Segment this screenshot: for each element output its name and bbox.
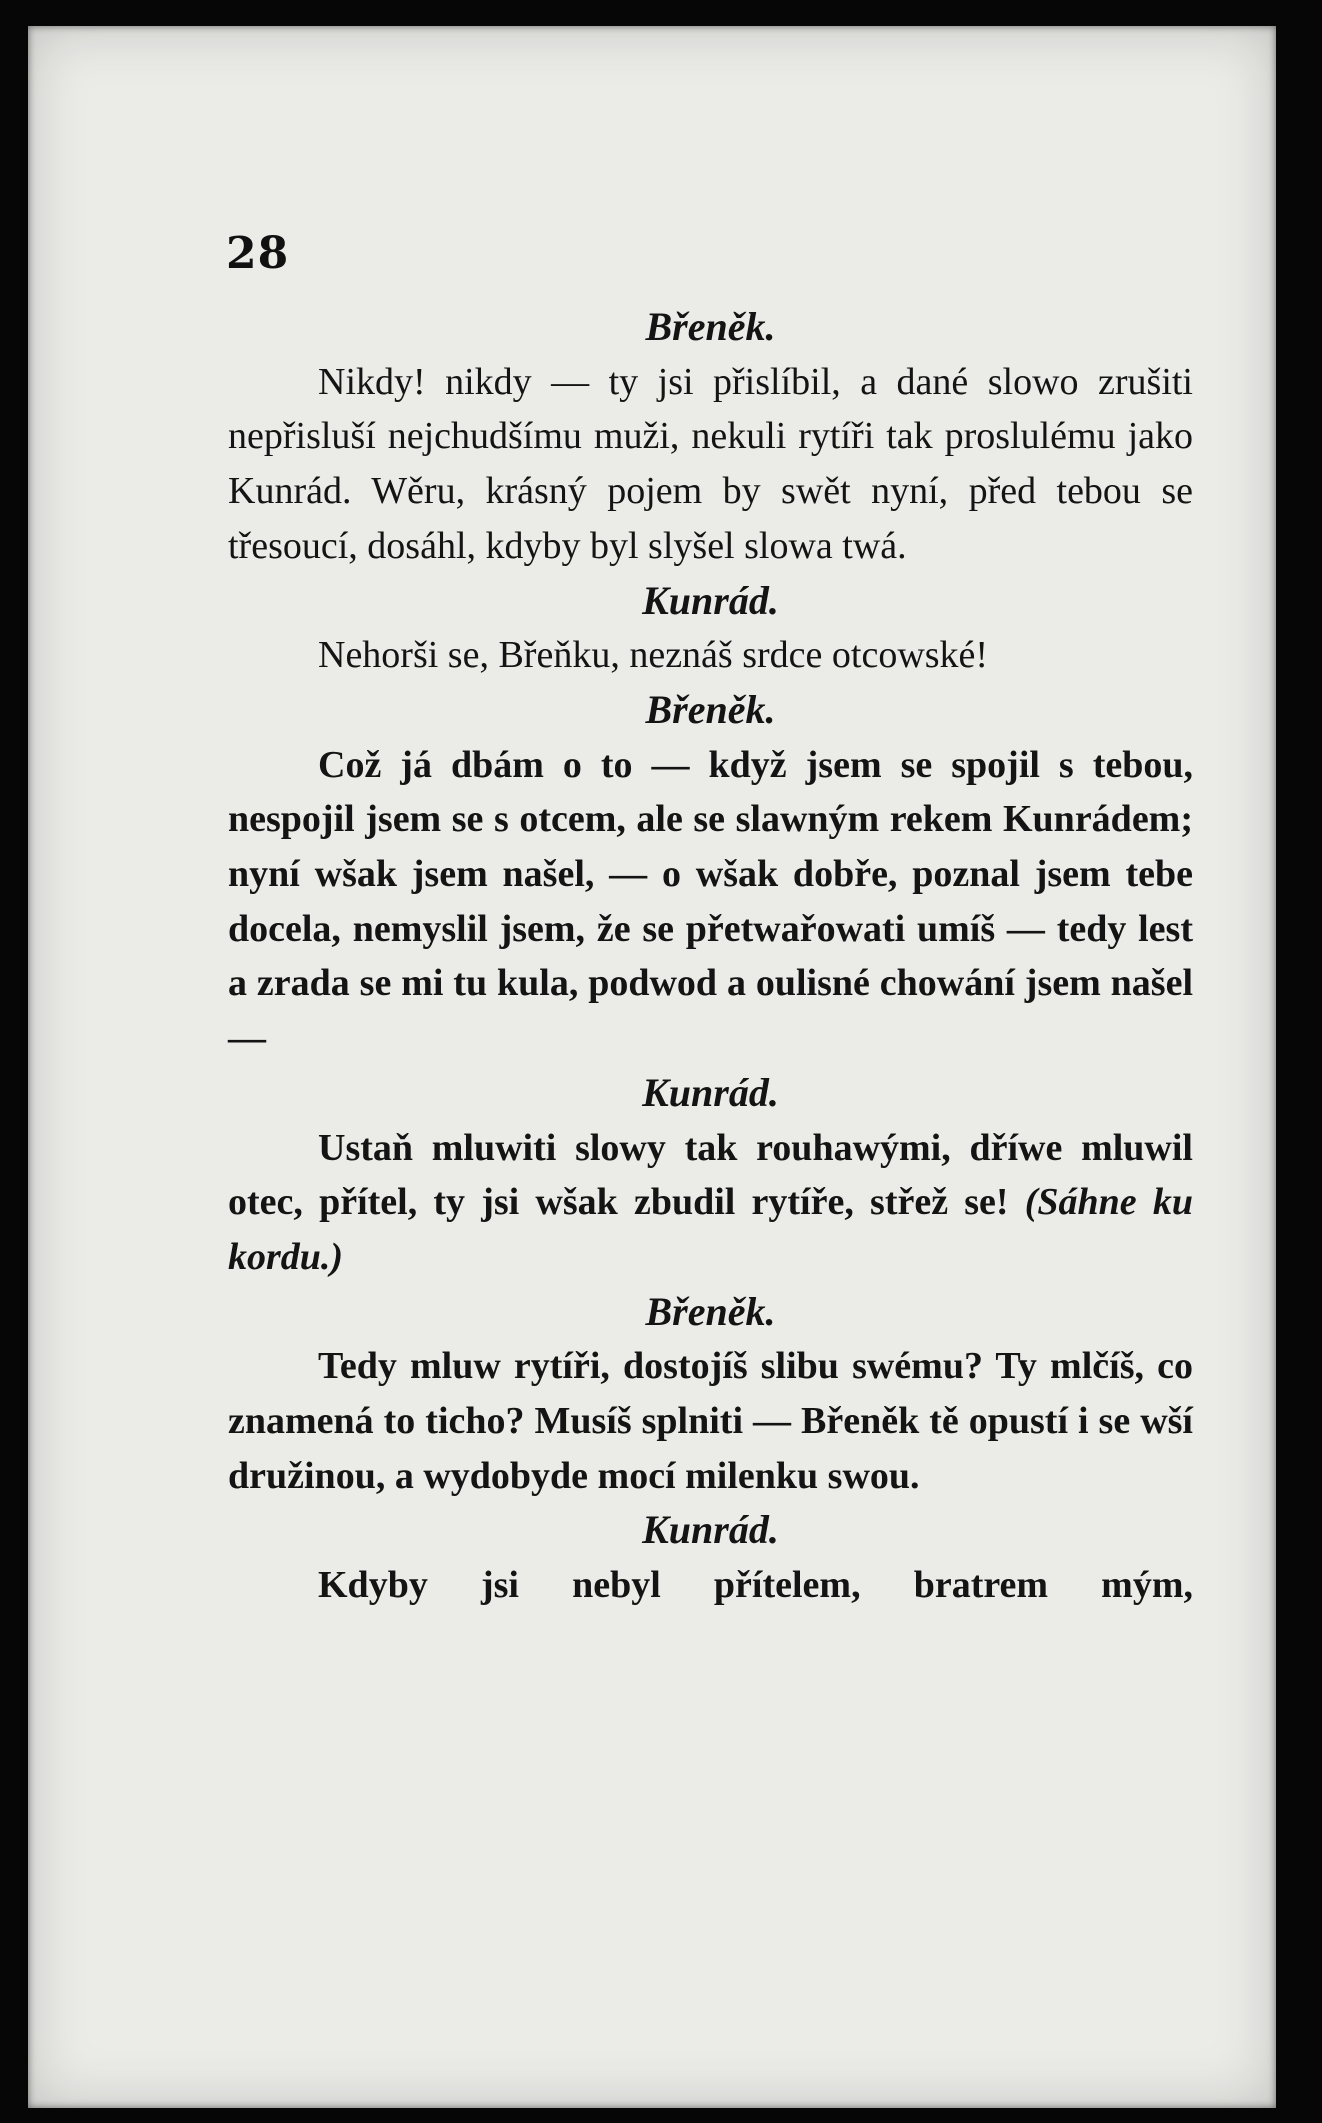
- page-body: [228, 300, 1193, 1613]
- page-number: 28: [226, 228, 290, 279]
- speaker-name: Břeněk.: [645, 686, 776, 732]
- speaker-name: Kunrád.: [642, 577, 779, 623]
- speech-paragraph: Tedy mluw rytíři, dostojíš slibu swému? Ty mlčíš, co znamená to ticho? Musíš splniti — Břeněk tě opustí i se wší družinou, a wydobyde mocí milenku swou.: [228, 1345, 1193, 1497]
- speaker-name: Kunrád.: [642, 1069, 779, 1115]
- speech-paragraph: Nehorši se, Břeňku, neznáš srdce otcowské!: [318, 634, 989, 677]
- speaker-name: Břeněk.: [645, 1288, 776, 1334]
- speaker-name: Kunrád.: [642, 1507, 779, 1553]
- speech-paragraph: Nikdy! nikdy — ty jsi přislíbil, a dané slowo zrušiti nepřisluší nejchudšímu muži, nekuli rytíři tak proslulému jako Kunrád. Wěru, krásný pojem by swět nyní, před tebou se třesoucí, dosáhl, kdyby byl slyšel slowa twá.: [228, 360, 1193, 567]
- speech-paragraph: Což já dbám o to — když jsem se spojil s tebou, nespojil jsem se s otcem, ale se slawným rekem Kunrádem; nyní wšak jsem našel, — o wšak dobře, poznal jsem tebe docela, nemyslil jsem, že se přetwařowati umíš — tedy lest a zrada se mi tu kula, podwod a oulisné chowání jsem našel —: [228, 743, 1193, 1060]
- speech-text: Ustaň mluwiti slowy tak rouhawými, dříwe mluwil otec, přítel, ty jsi wšak zbudil rytíře, střež se!: [228, 1126, 1193, 1224]
- speaker-name: Břeněk.: [645, 304, 776, 349]
- stage-direction: (Sáhne ku kordu.): [228, 1181, 1193, 1278]
- speech-paragraph: Kdyby jsi nebyl přítelem, bratrem mým,: [318, 1564, 1193, 1607]
- speech-paragraph: [228, 1121, 1193, 1285]
